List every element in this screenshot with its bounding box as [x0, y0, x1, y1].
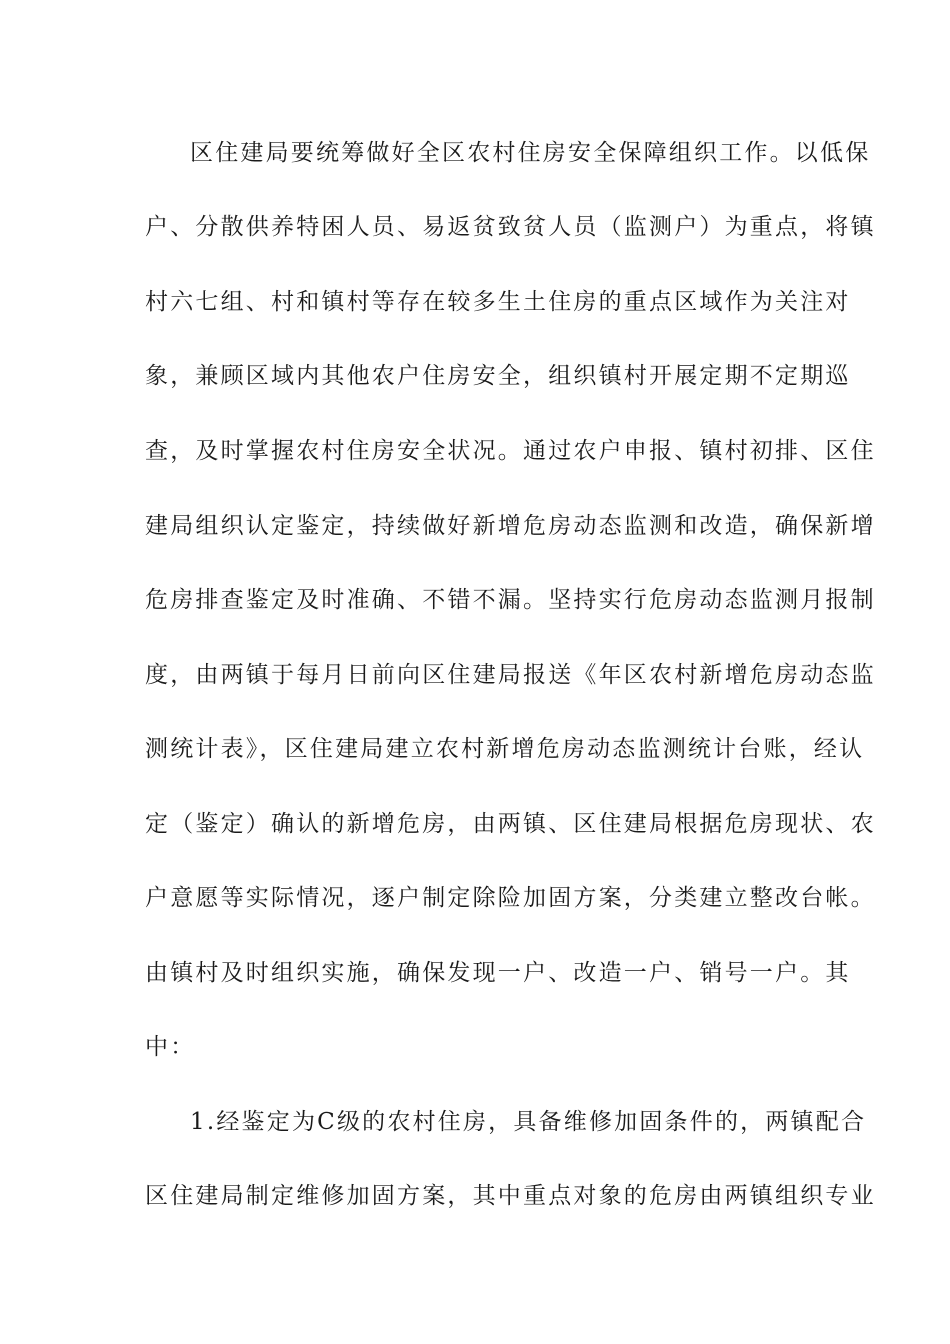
paragraph-line: 建局组织认定鉴定，持续做好新增危房动态监测和改造，确保新增: [145, 513, 876, 539]
paragraph-line: 定（鉴定）确认的新增危房，由两镇、区住建局根据危房现状、农: [145, 811, 876, 837]
paragraph-line: 度，由两镇于每月日前向区住建局报送《年区农村新增危房动态监: [145, 662, 876, 688]
paragraph-line: 测统计表》，区住建局建立农村新增危房动态监测统计台账，经认: [145, 736, 865, 762]
list-item-line: 1.经鉴定为C级的农村住房，具备维修加固条件的，两镇配合: [190, 1109, 867, 1135]
list-item-line: 区住建局制定维修加固方案，其中重点对象的危房由两镇组织专业: [145, 1183, 876, 1209]
paragraph-line: 区住建局要统筹做好全区农村住房安全保障组织工作。以低保: [190, 140, 871, 166]
paragraph-line: 中：: [145, 1034, 196, 1060]
paragraph-line: 由镇村及时组织实施，确保发现一户、改造一户、销号一户。其: [145, 960, 851, 986]
paragraph-line: 象，兼顾区域内其他农户住房安全，组织镇村开展定期不定期巡: [145, 363, 851, 389]
paragraph-line: 村六七组、村和镇村等存在较多生土住房的重点区域作为关注对: [145, 289, 851, 315]
paragraph-line: 危房排查鉴定及时准确、不错不漏。坚持实行危房动态监测月报制: [145, 587, 876, 613]
paragraph-line: 查，及时掌握农村住房安全状况。通过农户申报、镇村初排、区住: [145, 438, 876, 464]
paragraph-line: 户、分散供养特困人员、易返贫致贫人员（监测户）为重点，将镇: [145, 214, 876, 240]
paragraph-line: 户意愿等实际情况，逐户制定除险加固方案，分类建立整改台帐。: [145, 885, 876, 911]
